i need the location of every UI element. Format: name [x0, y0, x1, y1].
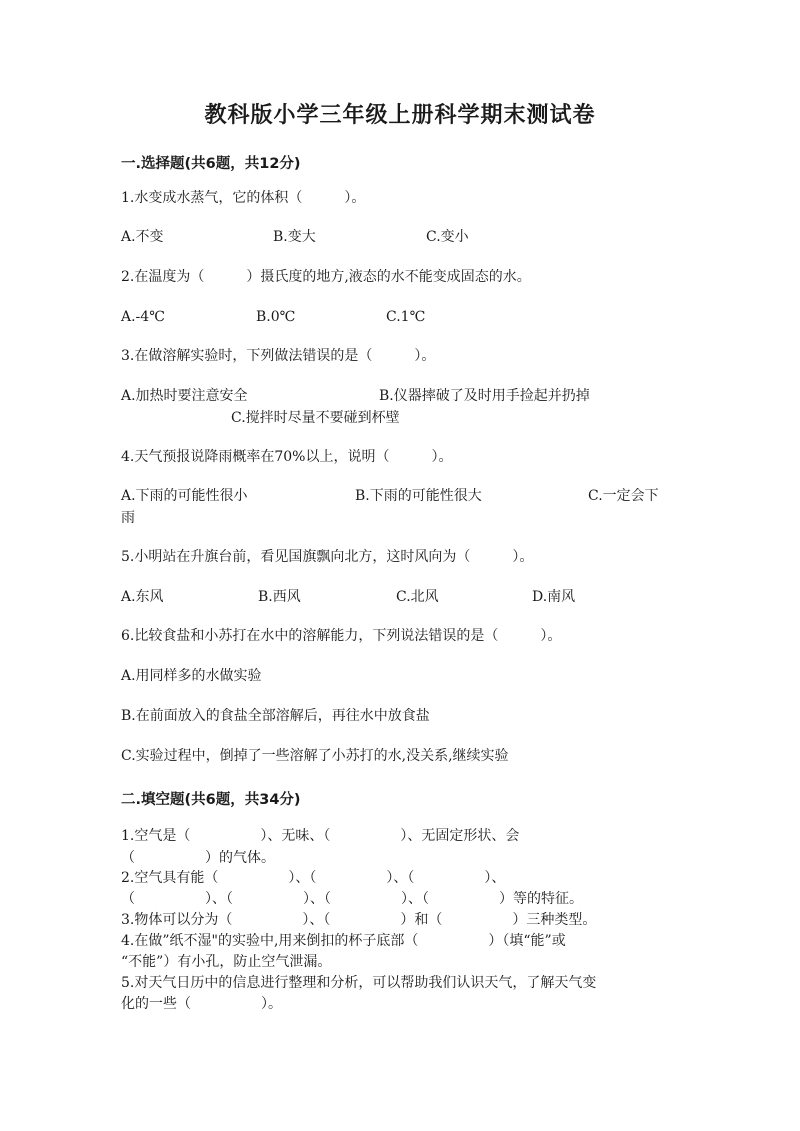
- option: B.仪器摔破了及时用手捡起并扔掉: [379, 388, 590, 404]
- question-stem: 6.比较食盐和小苏打在水中的溶解能力，下列说法错误的是（ ）。: [121, 628, 562, 644]
- option: A.下雨的可能性很小: [121, 488, 248, 504]
- option: C.北风: [396, 589, 439, 605]
- option-continuation: 雨: [121, 510, 135, 526]
- question-stem: 3.在做溶解实验时，下列做法错误的是（ ）。: [121, 348, 436, 364]
- option: C.一定会下: [588, 488, 659, 504]
- exam-title: 教科版小学三年级上册科学期末测试卷: [204, 103, 596, 128]
- question-stem: 4.天气预报说降雨概率在70%以上，说明（ ）。: [121, 449, 453, 465]
- fill-line: 3.物体可以分为（ ）、（ ）和（ ）三种类型。: [121, 912, 597, 928]
- option: C.搅拌时尽量不要碰到杯壁: [231, 410, 400, 426]
- fill-line: 5.对天气日历中的信息进行整理和分析，可以帮助我们认识天气，了解天气变: [121, 975, 597, 991]
- fill-line: 2.空气具有能（ ）、（ ）、（ ）、: [121, 870, 506, 886]
- option: A.-4℃: [121, 309, 165, 325]
- question-stem: 2.在温度为（ ）摄氏度的地方,液态的水不能变成固态的水。: [121, 269, 531, 285]
- option: B.变大: [273, 229, 316, 245]
- section-heading-choice: 一.选择题(共6题，共12分): [121, 156, 301, 172]
- option: B.0℃: [256, 309, 296, 325]
- section-heading-fill: 二.填空题(共6题，共34分): [121, 792, 301, 808]
- option: A.东风: [121, 589, 164, 605]
- fill-line: （ ）、（ ）、（ ）、（ ）等的特征。: [121, 891, 583, 907]
- option: A.加热时要注意安全: [121, 388, 248, 404]
- fill-line: “不能”）有小孔，防止空气泄漏。: [121, 954, 332, 970]
- option: C.变小: [426, 229, 469, 245]
- option: B.在前面放入的食盐全部溶解后，再往水中放食盐: [121, 708, 430, 724]
- option: B.下雨的可能性很大: [355, 488, 482, 504]
- fill-line: 4.在做”纸不湿"的实验中,用来倒扣的杯子底部（ ）（填“能”或: [121, 933, 566, 949]
- fill-line: 化的一些（ ）。: [121, 996, 282, 1012]
- option: A.不变: [121, 229, 164, 245]
- option: A.用同样多的水做实验: [121, 668, 262, 684]
- question-stem: 1.水变成水蒸气，它的体积（ ）。: [121, 190, 366, 206]
- option: C.实验过程中，倒掉了一些溶解了小苏打的水,没关系,继续实验: [121, 748, 509, 764]
- option: B.西风: [258, 589, 301, 605]
- question-stem: 5.小明站在升旗台前，看见国旗飘向北方，这时风向为（ ）。: [121, 549, 534, 565]
- option: D.南风: [532, 589, 576, 605]
- fill-line: （ ）的气体。: [121, 850, 275, 866]
- option: C.1℃: [386, 309, 426, 325]
- fill-line: 1.空气是（ ）、无味、（ ）、无固定形状、会: [121, 828, 520, 844]
